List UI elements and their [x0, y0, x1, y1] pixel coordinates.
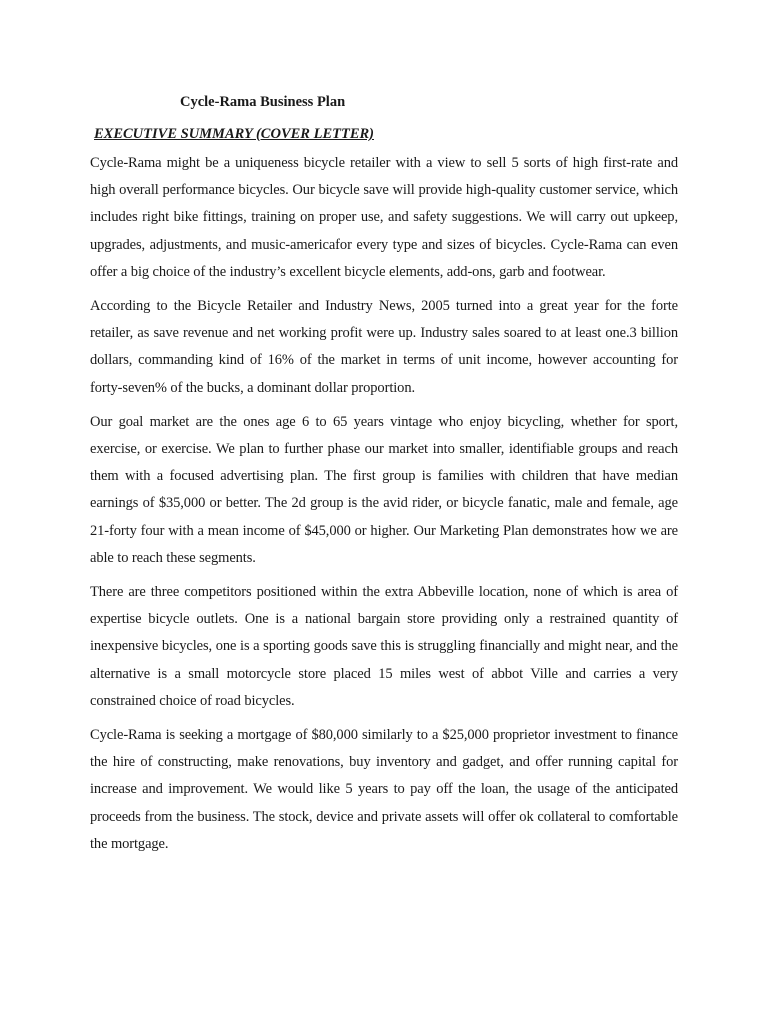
- paragraph-financing: Cycle-Rama is seeking a mortgage of $80,000 similarly to a $25,000 proprietor investment to finance the hire of constructing, make renovations, buy inventory and gadget, and offer running capital for increase and improvement. We would like 5 years to pay off the loan, the usage of the anticipated proceeds from the business. The stock, device and private assets will offer ok collateral to comfortable the mortgage.: [90, 727, 678, 852]
- paragraph-competitors: There are three competitors positioned within the extra Abbeville location, none of which is area of expertise bicycle outlets. One is a national bargain store providing only a restrained quantity of inexpensive bicycles, one is a sporting goods save this is struggling financially and might near, and the alternative is a small motorcycle store placed 15 miles west of abbot Ville and carries a very constrained choice of road bicycles.: [90, 584, 678, 709]
- document-title: Cycle-Rama Business Plan: [180, 94, 346, 110]
- paragraph-intro: Cycle-Rama might be a uniqueness bicycle retailer with a view to sell 5 sorts of high first-rate and high overall performance bicycles. Our bicycle save will provide high-quality customer service, which includes right bike fittings, training on proper use, and safety suggestions. We will carry out upkeep, upgrades, adjustments, and music-americafor every type and sizes of bicycles. Cycle-Rama can even offer a big choice of the industry’s excellent bicycle elements, add-ons, garb and footwear.: [90, 155, 678, 280]
- paragraph-target-market: Our goal market are the ones age 6 to 65 years vintage who enjoy bicycling, whether for sport, exercise, or exercise. We plan to further phase our market into smaller, identifiable groups and reach them with a focused advertising plan. The first group is families with children that have median earnings of $35,000 or better. The 2d group is the avid rider, or bicycle fanatic, male and female, age 21-forty four with a mean income of $45,000 or higher. Our Marketing Plan demonstrates how we are able to reach these segments.: [90, 413, 678, 566]
- document-page: [90, 90, 678, 858]
- section-heading: EXECUTIVE SUMMARY (COVER LETTER): [94, 126, 374, 142]
- paragraph-industry: According to the Bicycle Retailer and Industry News, 2005 turned into a great year for the forte retailer, as save revenue and net working profit were up. Industry sales soared to at least one.3 billion dollars, commanding kind of 16% of the market in terms of unit income, however accounting for forty-seven% of the bucks, a dominant dollar proportion.: [90, 298, 678, 396]
